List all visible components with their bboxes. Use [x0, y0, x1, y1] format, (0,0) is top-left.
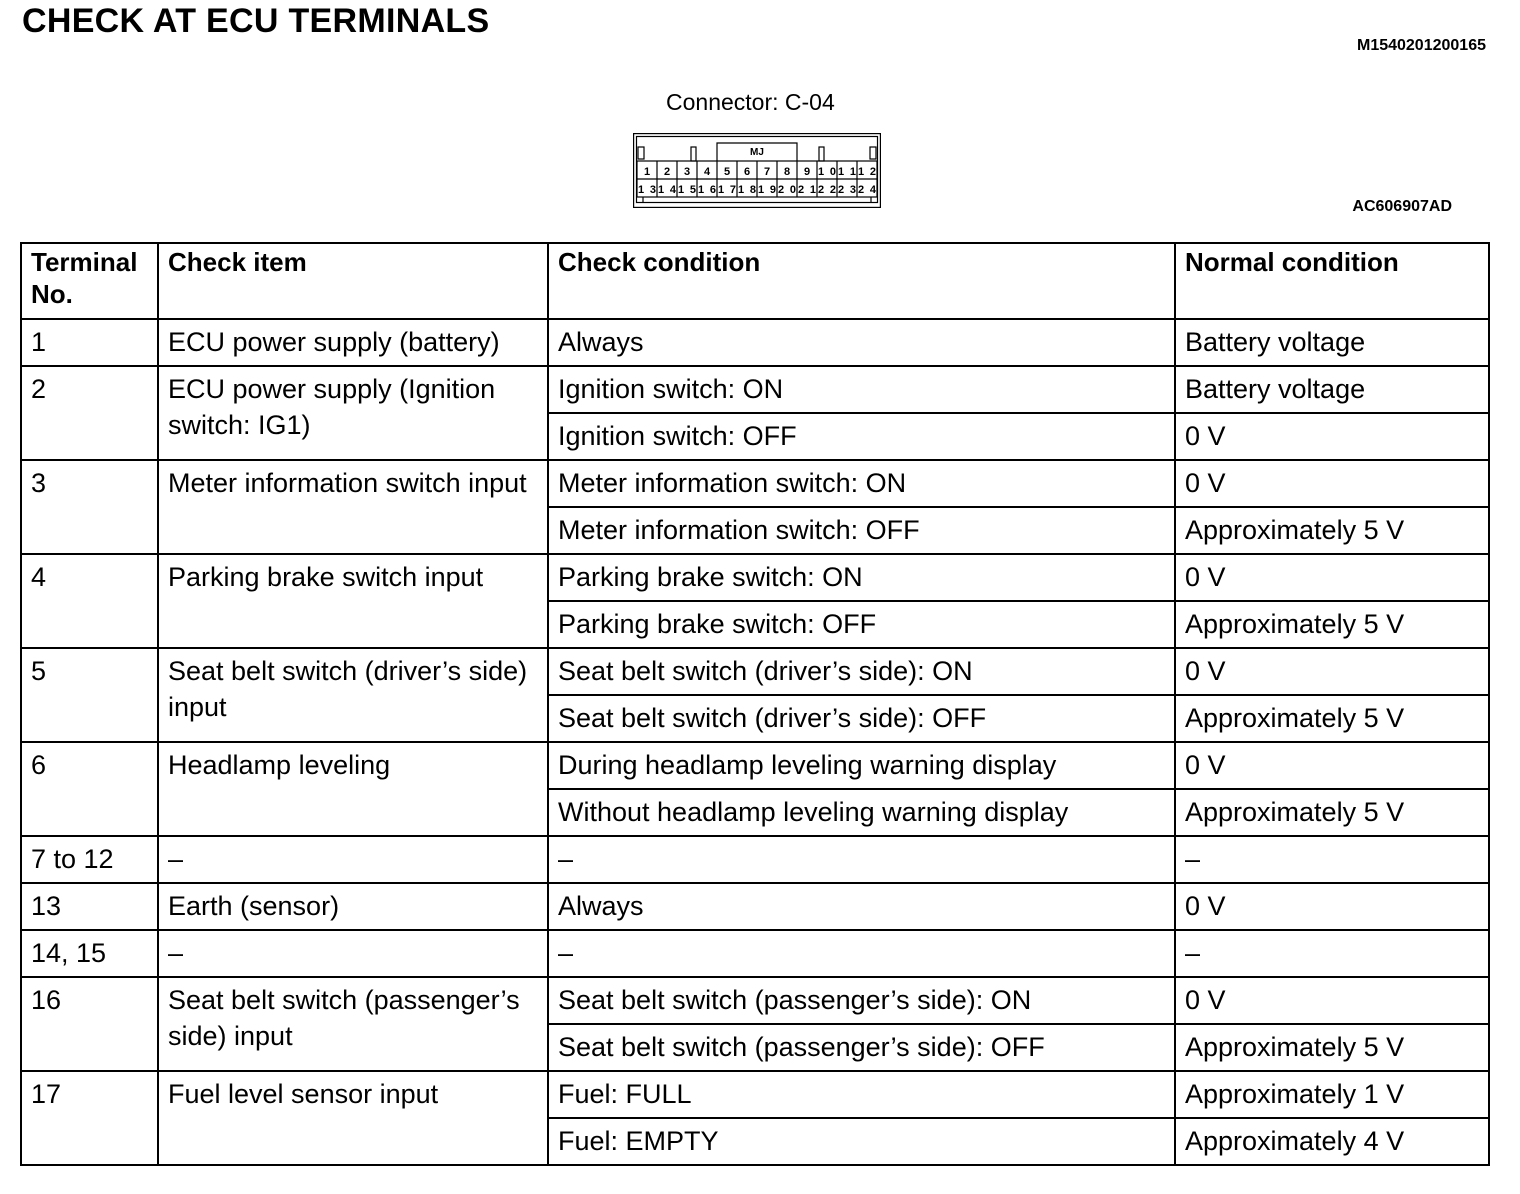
- normal-condition-cell: Approximately 5 V: [1175, 507, 1489, 554]
- header-check-item: Check item: [158, 243, 548, 319]
- terminal-no-cell: 6: [21, 742, 158, 836]
- connector-pin-11: 11: [838, 166, 856, 178]
- check-item-cell: Earth (sensor): [158, 883, 548, 930]
- normal-condition-cell: –: [1175, 836, 1489, 883]
- connector-pin-15: 15: [678, 184, 696, 196]
- check-condition-cell: Fuel: FULL: [548, 1071, 1175, 1118]
- normal-condition-cell: 0 V: [1175, 648, 1489, 695]
- connector-pin-8: 8: [783, 166, 791, 178]
- connector-diagram: [633, 133, 881, 208]
- check-condition-cell: Always: [548, 883, 1175, 930]
- connector-pin-23: 23: [838, 184, 856, 196]
- normal-condition-cell: 0 V: [1175, 460, 1489, 507]
- table-row: [21, 977, 1489, 1024]
- connector-pin-22: 22: [818, 184, 836, 196]
- connector-pin-20: 20: [778, 184, 796, 196]
- terminal-no-cell: 4: [21, 554, 158, 648]
- connector-pin-9: 9: [803, 166, 811, 178]
- normal-condition-cell: Approximately 5 V: [1175, 789, 1489, 836]
- check-item-cell: Seat belt switch (driver’s side) input: [158, 648, 548, 742]
- document-code: M1540201200165: [1356, 37, 1486, 54]
- check-condition-cell: Parking brake switch: ON: [548, 554, 1175, 601]
- check-condition-cell: Seat belt switch (driver’s side): ON: [548, 648, 1175, 695]
- header-terminal-no: Terminal No.: [21, 243, 158, 319]
- terminal-no-cell: 16: [21, 977, 158, 1071]
- check-item-cell: –: [158, 930, 548, 977]
- table-row: [21, 1071, 1489, 1118]
- connector-pin-1: 1: [643, 166, 651, 178]
- normal-condition-cell: Battery voltage: [1175, 319, 1489, 366]
- normal-condition-cell: –: [1175, 930, 1489, 977]
- check-condition-cell: Ignition switch: OFF: [548, 413, 1175, 460]
- connector-pin-16: 16: [698, 184, 716, 196]
- connector-pin-7: 7: [763, 166, 771, 178]
- table-row: [21, 883, 1489, 930]
- figure-code: AC606907AD: [1352, 198, 1452, 215]
- normal-condition-cell: Battery voltage: [1175, 366, 1489, 413]
- connector-pin-5: 5: [723, 166, 731, 178]
- normal-condition-cell: 0 V: [1175, 977, 1489, 1024]
- check-condition-cell: Fuel: EMPTY: [548, 1118, 1175, 1165]
- connector-pin-21: 21: [798, 184, 816, 196]
- header-normal-condition: Normal condition: [1175, 243, 1489, 319]
- normal-condition-cell: 0 V: [1175, 883, 1489, 930]
- check-condition-cell: Meter information switch: ON: [548, 460, 1175, 507]
- check-item-cell: Headlamp leveling: [158, 742, 548, 836]
- connector-pin-13: 13: [638, 184, 656, 196]
- check-condition-cell: Ignition switch: ON: [548, 366, 1175, 413]
- table-row: [21, 460, 1489, 507]
- connector-pin-3: 3: [683, 166, 691, 178]
- normal-condition-cell: 0 V: [1175, 413, 1489, 460]
- check-condition-cell: During headlamp leveling warning display: [548, 742, 1175, 789]
- check-condition-cell: Parking brake switch: OFF: [548, 601, 1175, 648]
- table-row: [21, 648, 1489, 695]
- connector-pin-14: 14: [658, 184, 676, 196]
- connector-pin-19: 19: [758, 184, 776, 196]
- normal-condition-cell: 0 V: [1175, 554, 1489, 601]
- connector-pin-18: 18: [738, 184, 756, 196]
- check-item-cell: Parking brake switch input: [158, 554, 548, 648]
- check-condition-cell: Meter information switch: OFF: [548, 507, 1175, 554]
- connector-pin-2: 2: [663, 166, 671, 178]
- connector-pin-4: 4: [703, 166, 711, 178]
- table-row: [21, 554, 1489, 601]
- check-item-cell: ECU power supply (battery): [158, 319, 548, 366]
- terminal-no-cell: 13: [21, 883, 158, 930]
- connector-pin-17: 17: [718, 184, 736, 196]
- connector-pin-12: 12: [858, 166, 876, 178]
- check-item-cell: ECU power supply (Ignition switch: IG1): [158, 366, 548, 460]
- terminal-no-cell: 7 to 12: [21, 836, 158, 883]
- normal-condition-cell: Approximately 5 V: [1175, 601, 1489, 648]
- connector-pin-10: 10: [818, 166, 836, 178]
- terminal-no-cell: 3: [21, 460, 158, 554]
- check-condition-cell: Seat belt switch (driver’s side): OFF: [548, 695, 1175, 742]
- check-condition-cell: Without headlamp leveling warning display: [548, 789, 1175, 836]
- table-row: [21, 319, 1489, 366]
- table-row: [21, 930, 1489, 977]
- table-row: [21, 366, 1489, 413]
- header-check-condition: Check condition: [548, 243, 1175, 319]
- terminal-check-table: [20, 242, 1490, 1166]
- normal-condition-cell: Approximately 5 V: [1175, 695, 1489, 742]
- terminal-no-cell: 5: [21, 648, 158, 742]
- normal-condition-cell: 0 V: [1175, 742, 1489, 789]
- table-row: [21, 836, 1489, 883]
- terminal-no-cell: 17: [21, 1071, 158, 1165]
- terminal-no-cell: 2: [21, 366, 158, 460]
- check-condition-cell: Seat belt switch (passenger’s side): ON: [548, 977, 1175, 1024]
- check-item-cell: –: [158, 836, 548, 883]
- normal-condition-cell: Approximately 1 V: [1175, 1071, 1489, 1118]
- check-condition-cell: Seat belt switch (passenger’s side): OFF: [548, 1024, 1175, 1071]
- check-item-cell: Seat belt switch (passenger’s side) input: [158, 977, 548, 1071]
- check-condition-cell: –: [548, 930, 1175, 977]
- table-header-row: [21, 243, 1489, 319]
- normal-condition-cell: Approximately 4 V: [1175, 1118, 1489, 1165]
- table-row: [21, 742, 1489, 789]
- connector-key-label: MJ: [750, 147, 764, 158]
- check-item-cell: Fuel level sensor input: [158, 1071, 548, 1165]
- check-condition-cell: Always: [548, 319, 1175, 366]
- check-item-cell: Meter information switch input: [158, 460, 548, 554]
- check-condition-cell: –: [548, 836, 1175, 883]
- terminal-no-cell: 1: [21, 319, 158, 366]
- connector-pin-6: 6: [743, 166, 751, 178]
- connector-pin-24: 24: [858, 184, 876, 196]
- table-body: [21, 319, 1489, 1165]
- connector-label: Connector: C-04: [666, 89, 835, 115]
- normal-condition-cell: Approximately 5 V: [1175, 1024, 1489, 1071]
- terminal-no-cell: 14, 15: [21, 930, 158, 977]
- page-title: CHECK AT ECU TERMINALS: [22, 2, 490, 40]
